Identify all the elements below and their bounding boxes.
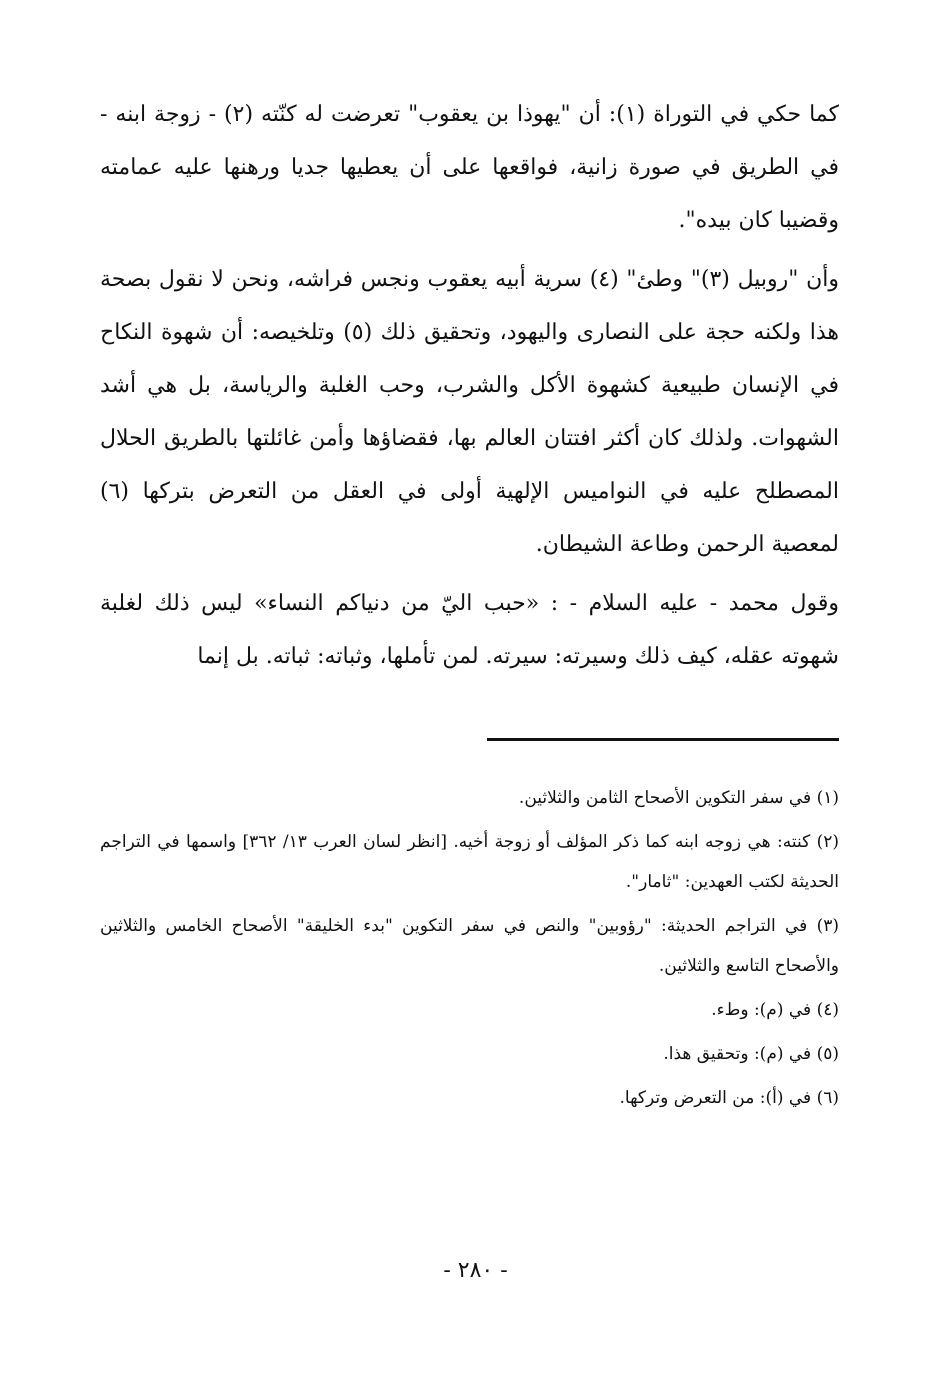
- paragraph: كما حكي في التوراة (١): أن "يهوذا بن يعقوب" تعرضت له كنّته (٢) - زوجة ابنه - في الطريق في صورة زانية، فواقعها على أن يعطيها جديا ورهنها عليه عمامته وقضيبا كان بيده".: [100, 102, 839, 233]
- footnote-separator: [487, 738, 839, 741]
- footnote-5: (٥) في (م): وتحقيق هذا.: [663, 1044, 839, 1064]
- footnote-2: (٢) كنته: هي زوجه ابنه كما ذكر المؤلف أو زوجة أخيه. [انظر لسان العرب ١٣/ ٣٦٢] واسمها في التراجم الحديثة لكتب العهدين: "ثامار".: [100, 832, 839, 892]
- main-text: [100, 88, 839, 689]
- page-number: - ٢٨٠ -: [443, 1258, 508, 1283]
- footnotes: [100, 778, 839, 1122]
- paragraph: وأن "روبيل (٣)" وطئ" (٤) سرية أبيه يعقوب ونجس فراشه، ونحن لا نقول بصحة هذا ولكنه حجة على النصارى واليهود، وتحقيق ذلك (٥) وتلخيصه: أن شهوة النكاح في الإنسان طبيعية كشهوة الأكل والشرب، وحب الغلبة والرياسة، بل هي أشد الشهوات. ولذلك كان أكثر افتتان العالم بها، فقضاؤها وأمن غائلتها بالطريق الحلال المصطلح عليه في النواميس الإلهية أولى في العقل من التعرض بتركها (٦) لمعصية الرحمن وطاعة الشيطان.: [100, 267, 839, 557]
- footnote-3: (٣) في التراجم الحديثة: "رؤوبين" والنص في سفر التكوين "بدء الخليقة" الأصحاح الخامس والثلاثين والأصحاح التاسع والثلاثين.: [100, 916, 839, 976]
- footnote-6: (٦) في (أ): من التعرض وتركها.: [619, 1088, 839, 1108]
- footnote-1: (١) في سفر التكوين الأصحاح الثامن والثلاثين.: [518, 788, 839, 808]
- footnote-4: (٤) في (م): وطء.: [711, 1000, 839, 1020]
- paragraph: وقول محمد - عليه السلام - : «حبب اليّ من دنياكم النساء» ليس ذلك لغلبة شهوته عقله، كيف ذلك وسيرته: سيرته. لمن تأملها، وثباته: ثباته. بل إنما: [100, 591, 839, 669]
